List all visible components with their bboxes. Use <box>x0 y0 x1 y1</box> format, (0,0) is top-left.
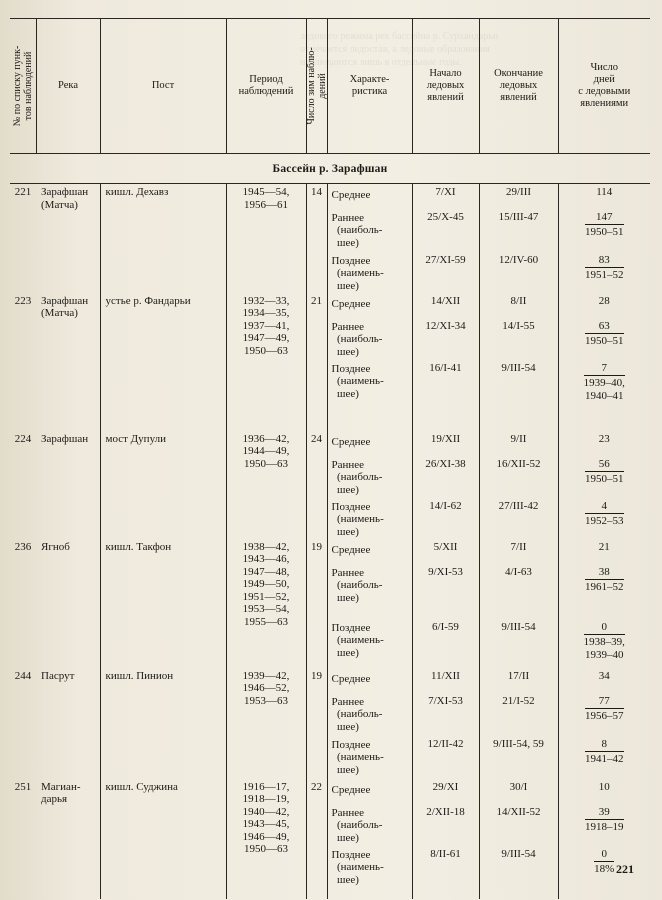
ice-days-early: $\frac{56}{1950-51}$ <box>558 455 650 497</box>
ice-end-average: 30/I <box>479 779 558 803</box>
station-number: 224 <box>14 432 32 445</box>
ice-start-late: 16/I-41 <box>412 359 479 431</box>
ice-phenomena-table <box>10 18 650 899</box>
ice-start-average: 19/XII <box>412 431 479 455</box>
winters-count: 22 <box>311 780 322 793</box>
header-characteristic: Характе- ристика <box>327 19 412 154</box>
station-number: 244 <box>14 669 32 682</box>
post-name: устье р. Фандарьи <box>100 293 226 431</box>
winters-count: 21 <box>311 294 322 307</box>
ice-end-average: 7/II <box>479 539 558 563</box>
characteristic-late: Позднее (наимень- шее) <box>327 251 412 293</box>
table-row <box>10 539 650 563</box>
basin-heading: Бассейн р. Зарафшан <box>10 154 650 184</box>
station-number: 236 <box>14 540 32 553</box>
ice-end-early: 4/I-63 <box>479 563 558 618</box>
ice-start-late: 12/II-42 <box>412 735 479 779</box>
winters-count: 19 <box>311 540 322 553</box>
characteristic-average: Среднее <box>327 779 412 803</box>
table-header <box>10 19 650 154</box>
observation-period: 1936—42, 1944—49, 1950—63 <box>226 431 306 539</box>
ice-days-average: 34 <box>558 668 650 692</box>
ice-start-early: 2/XII-18 <box>412 803 479 845</box>
characteristic-average: Среднее <box>327 184 412 208</box>
ice-end-early: 15/III-47 <box>479 208 558 251</box>
header-winters-count: Число зим наблю- дений <box>306 19 327 154</box>
table-row <box>10 668 650 692</box>
winters-count: 14 <box>311 186 322 198</box>
station-block <box>10 668 650 779</box>
characteristic-late: Позднее (наимень- шее) <box>327 497 412 539</box>
post-name: кишл. Такфон <box>100 539 226 668</box>
ice-start-average: 14/XII <box>412 293 479 317</box>
ice-start-early: 12/XI-34 <box>412 317 479 359</box>
header-post: Пост <box>100 19 226 154</box>
ice-days-late: $\frac{83}{1951-52}$ <box>558 251 650 293</box>
header-ice-days: Число дней с ледовыми явлениями <box>558 19 650 154</box>
characteristic-early: Раннее (наиболь- шее) <box>327 803 412 845</box>
ice-end-average: 8/II <box>479 293 558 317</box>
ice-start-late: 8/II-61 <box>412 845 479 899</box>
ice-days-early: $\frac{38}{1961-52}$ <box>558 563 650 618</box>
header-ice-start: Начало ледовых явлений <box>412 19 479 154</box>
characteristic-early: Раннее (наиболь- шее) <box>327 455 412 497</box>
winters-count: 19 <box>311 669 322 682</box>
observation-period: 1916—17, 1918—19, 1940—42, 1943—45, 1946—49, 1950—63 <box>226 779 306 899</box>
ice-end-early: 21/I-52 <box>479 692 558 735</box>
river-name: Зарафшан (Матча) <box>36 184 100 293</box>
station-block <box>10 431 650 539</box>
ice-days-early: $\frac{147}{1950-51}$ <box>558 208 650 251</box>
river-name: Зарафшан <box>36 431 100 539</box>
station-number: 223 <box>14 294 32 307</box>
characteristic-early: Раннее (наиболь- шее) <box>327 692 412 735</box>
characteristic-early: Раннее (наиболь- шее) <box>327 317 412 359</box>
ice-days-late: 0 1938–39, 1939–40 <box>558 618 650 668</box>
characteristic-late: Позднее (наимень- шее) <box>327 735 412 779</box>
ice-end-late: 9/III-54 <box>479 618 558 668</box>
ice-start-early: 25/X-45 <box>412 208 479 251</box>
river-name: Зарафшан (Матча) <box>36 293 100 431</box>
ice-start-average: 29/XI <box>412 779 479 803</box>
ice-start-late: 6/I-59 <box>412 618 479 668</box>
ice-days-average: 28 <box>558 293 650 317</box>
characteristic-average: Среднее <box>327 668 412 692</box>
river-name: Магиан- дарья <box>36 779 100 899</box>
ice-end-late: 12/IV-60 <box>479 251 558 293</box>
table-row <box>10 779 650 803</box>
post-name: мост Дупули <box>100 431 226 539</box>
ice-end-early: 16/XII-52 <box>479 455 558 497</box>
ice-start-early: 26/XI-38 <box>412 455 479 497</box>
ice-days-late: 7 1939–40, 1940–41 <box>558 359 650 431</box>
observation-period: 1945—54, 1956—61 <box>226 184 306 293</box>
ice-days-average: 114 <box>558 184 650 208</box>
ice-end-average: 9/II <box>479 431 558 455</box>
header-station-number: № по списку пунк- тов наблюдений <box>10 19 36 154</box>
ice-days-early: $\frac{63}{1950-51}$ <box>558 317 650 359</box>
ice-end-late: 9/III-54, 59 <box>479 735 558 779</box>
ice-days-average: 23 <box>558 431 650 455</box>
characteristic-late: Позднее (наимень- шее) <box>327 845 412 899</box>
ice-days-early: $\frac{39}{1918-19}$ <box>558 803 650 845</box>
ice-start-average: 11/XII <box>412 668 479 692</box>
observation-period: 1932—33, 1934—35, 1937—41, 1947—49, 1950—63 <box>226 293 306 431</box>
ice-start-late: 14/I-62 <box>412 497 479 539</box>
ice-end-average: 29/III <box>479 184 558 208</box>
post-name: кишл. Дехавз <box>100 184 226 293</box>
post-name: кишл. Пинион <box>100 668 226 779</box>
header-period: Период наблюдений <box>226 19 306 154</box>
station-number: 221 <box>14 186 32 198</box>
characteristic-early: Раннее (наиболь- шее) <box>327 563 412 618</box>
header-ice-end: Окончание ледовых явлений <box>479 19 558 154</box>
ice-days-average: 21 <box>558 539 650 563</box>
station-block <box>10 184 650 293</box>
ice-start-average: 7/XI <box>412 184 479 208</box>
winters-count: 24 <box>311 432 322 445</box>
characteristic-late: Позднее (наимень- шее) <box>327 359 412 431</box>
ice-start-average: 5/XII <box>412 539 479 563</box>
river-name: Пасрут <box>36 668 100 779</box>
characteristic-average: Среднее <box>327 431 412 455</box>
post-name: кишл. Суджина <box>100 779 226 899</box>
observation-period: 1938—42, 1943—46, 1947—48, 1949—50, 1951—52, 1953—54, 1955—63 <box>226 539 306 668</box>
ice-end-late: 27/III-42 <box>479 497 558 539</box>
ice-days-early: $\frac{77}{1956-57}$ <box>558 692 650 735</box>
station-block <box>10 779 650 899</box>
river-name: Ягноб <box>36 539 100 668</box>
characteristic-early: Раннее (наиболь- шее) <box>327 208 412 251</box>
ice-end-late: 9/III-54 <box>479 359 558 431</box>
ice-end-early: 14/I-55 <box>479 317 558 359</box>
ice-days-late: $\frac{0}{18\%}$ <box>558 845 650 899</box>
header-river: Река <box>36 19 100 154</box>
ice-end-late: 9/III-54 <box>479 845 558 899</box>
characteristic-average: Среднее <box>327 293 412 317</box>
table-row <box>10 431 650 455</box>
ice-start-early: 7/XI-53 <box>412 692 479 735</box>
ice-end-average: 17/II <box>479 668 558 692</box>
ice-days-late: $\frac{8}{1941-42}$ <box>558 735 650 779</box>
bleed-through-text: ледового режима рек бассейна р. Сурхандарьи отмечается ледостав, а ледовые образования наблюдаются лишь в отдельные годы. <box>300 31 499 68</box>
station-block <box>10 293 650 431</box>
ice-start-early: 9/XI-53 <box>412 563 479 618</box>
characteristic-average: Среднее <box>327 539 412 563</box>
characteristic-late: Позднее (наимень- шее) <box>327 618 412 668</box>
ice-days-average: 10 <box>558 779 650 803</box>
station-number: 251 <box>14 780 32 793</box>
table-row <box>10 184 650 208</box>
ice-start-late: 27/XI-59 <box>412 251 479 293</box>
table-row <box>10 293 650 317</box>
observation-period: 1939—42, 1946—52, 1953—63 <box>226 668 306 779</box>
station-block <box>10 539 650 668</box>
ice-end-early: 14/XII-52 <box>479 803 558 845</box>
page-number: 221 <box>616 862 634 876</box>
ice-days-late: $\frac{4}{1952-53}$ <box>558 497 650 539</box>
